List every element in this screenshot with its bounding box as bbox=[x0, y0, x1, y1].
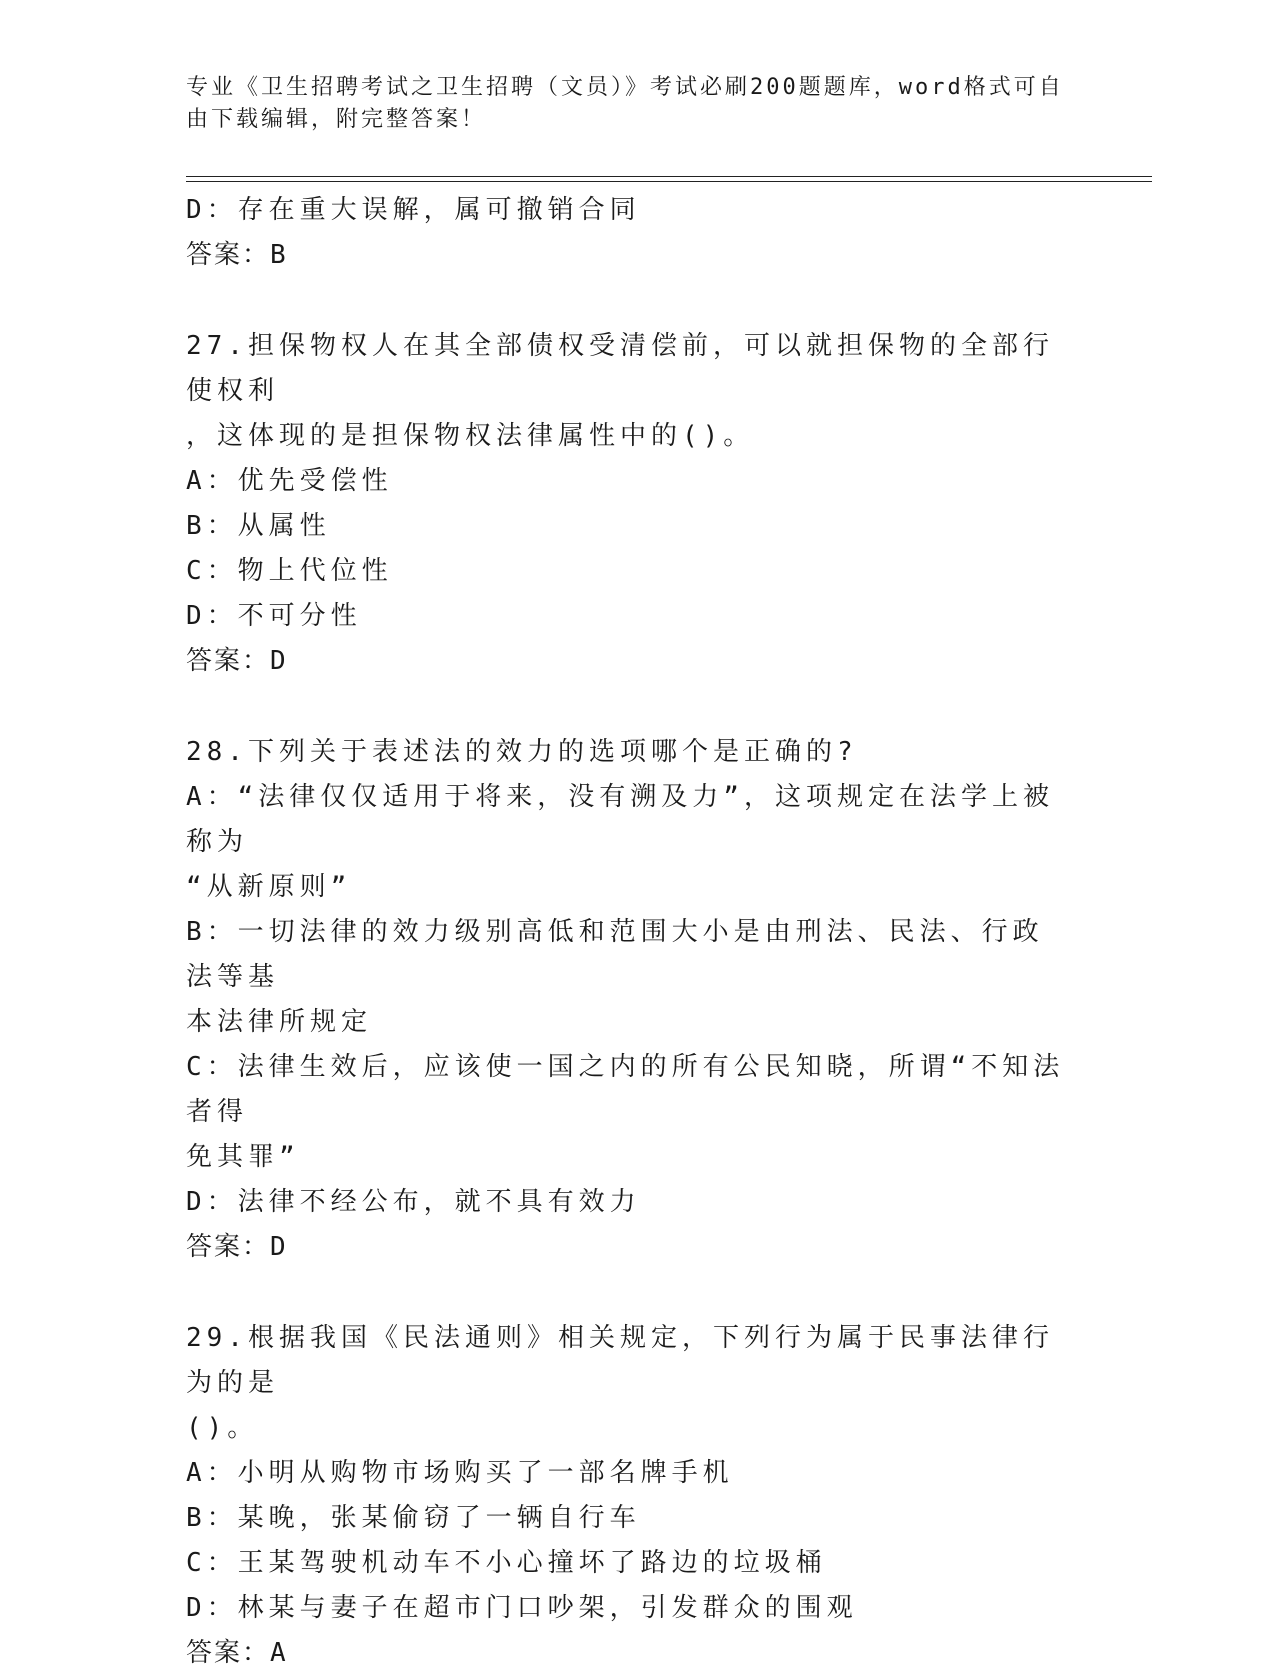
option-c-continued: 免其罪” bbox=[186, 1142, 300, 1172]
option-c: C：王某驾驶机动车不小心撞坏了路边的垃圾桶 bbox=[186, 1548, 827, 1578]
question-27 bbox=[186, 324, 1066, 684]
option-b-continued: 本法律所规定 bbox=[186, 1007, 373, 1037]
option-a: A：“法律仅仅适用于将来，没有溯及力”，这项规定在法学上被称为 bbox=[186, 782, 1054, 857]
question-28 bbox=[186, 730, 1066, 1270]
spacer bbox=[186, 1270, 1066, 1316]
header-line-1: 专业《卫生招聘考试之卫生招聘（文员）》考试必刷200题题库，word格式可自 bbox=[186, 75, 1064, 100]
spacer bbox=[186, 684, 1066, 730]
option-b: B：一切法律的效力级别高低和范围大小是由刑法、民法、行政法等基 bbox=[186, 917, 1044, 992]
header-divider bbox=[186, 176, 1152, 182]
option-a: A：小明从购物市场购买了一部名牌手机 bbox=[186, 1458, 734, 1488]
option-c: C：物上代位性 bbox=[186, 556, 393, 586]
question-stem: 28.下列关于表述法的效力的选项哪个是正确的? bbox=[186, 737, 858, 767]
spacer bbox=[186, 278, 1066, 324]
option-a: A：优先受偿性 bbox=[186, 466, 393, 496]
question-stem: 29.根据我国《民法通则》相关规定，下列行为属于民事法律行为的是 bbox=[186, 1323, 1054, 1398]
question-stem: 27.担保物权人在其全部债权受清偿前，可以就担保物的全部行使权利 bbox=[186, 331, 1054, 406]
question-stem: ，这体现的是担保物权法律属性中的()。 bbox=[186, 421, 755, 451]
question-content bbox=[186, 188, 1066, 1676]
option-d: D：林某与妻子在超市门口吵架，引发群众的围观 bbox=[186, 1593, 858, 1623]
option-b: B：某晚，张某偷窃了一辆自行车 bbox=[186, 1503, 641, 1533]
question-29 bbox=[186, 1316, 1066, 1676]
answer-line: 答案：D bbox=[186, 646, 288, 676]
option-d: D：不可分性 bbox=[186, 601, 362, 631]
page-header bbox=[186, 72, 1066, 136]
option-d: D：存在重大误解，属可撤销合同 bbox=[186, 195, 641, 225]
option-c: C：法律生效后，应该使一国之内的所有公民知晓，所谓“不知法者得 bbox=[186, 1052, 1065, 1127]
option-b: B：从属性 bbox=[186, 511, 331, 541]
option-d: D：法律不经公布，就不具有效力 bbox=[186, 1187, 641, 1217]
answer-line: 答案：D bbox=[186, 1232, 288, 1262]
answer-line: 答案：A bbox=[186, 1638, 288, 1668]
option-a-continued: “从新原则” bbox=[186, 872, 352, 902]
question-stem: ()。 bbox=[186, 1413, 259, 1443]
answer-line: 答案：B bbox=[186, 240, 288, 270]
header-line-2: 由下载编辑，附完整答案！ bbox=[186, 107, 487, 132]
previous-question-tail bbox=[186, 188, 1066, 278]
